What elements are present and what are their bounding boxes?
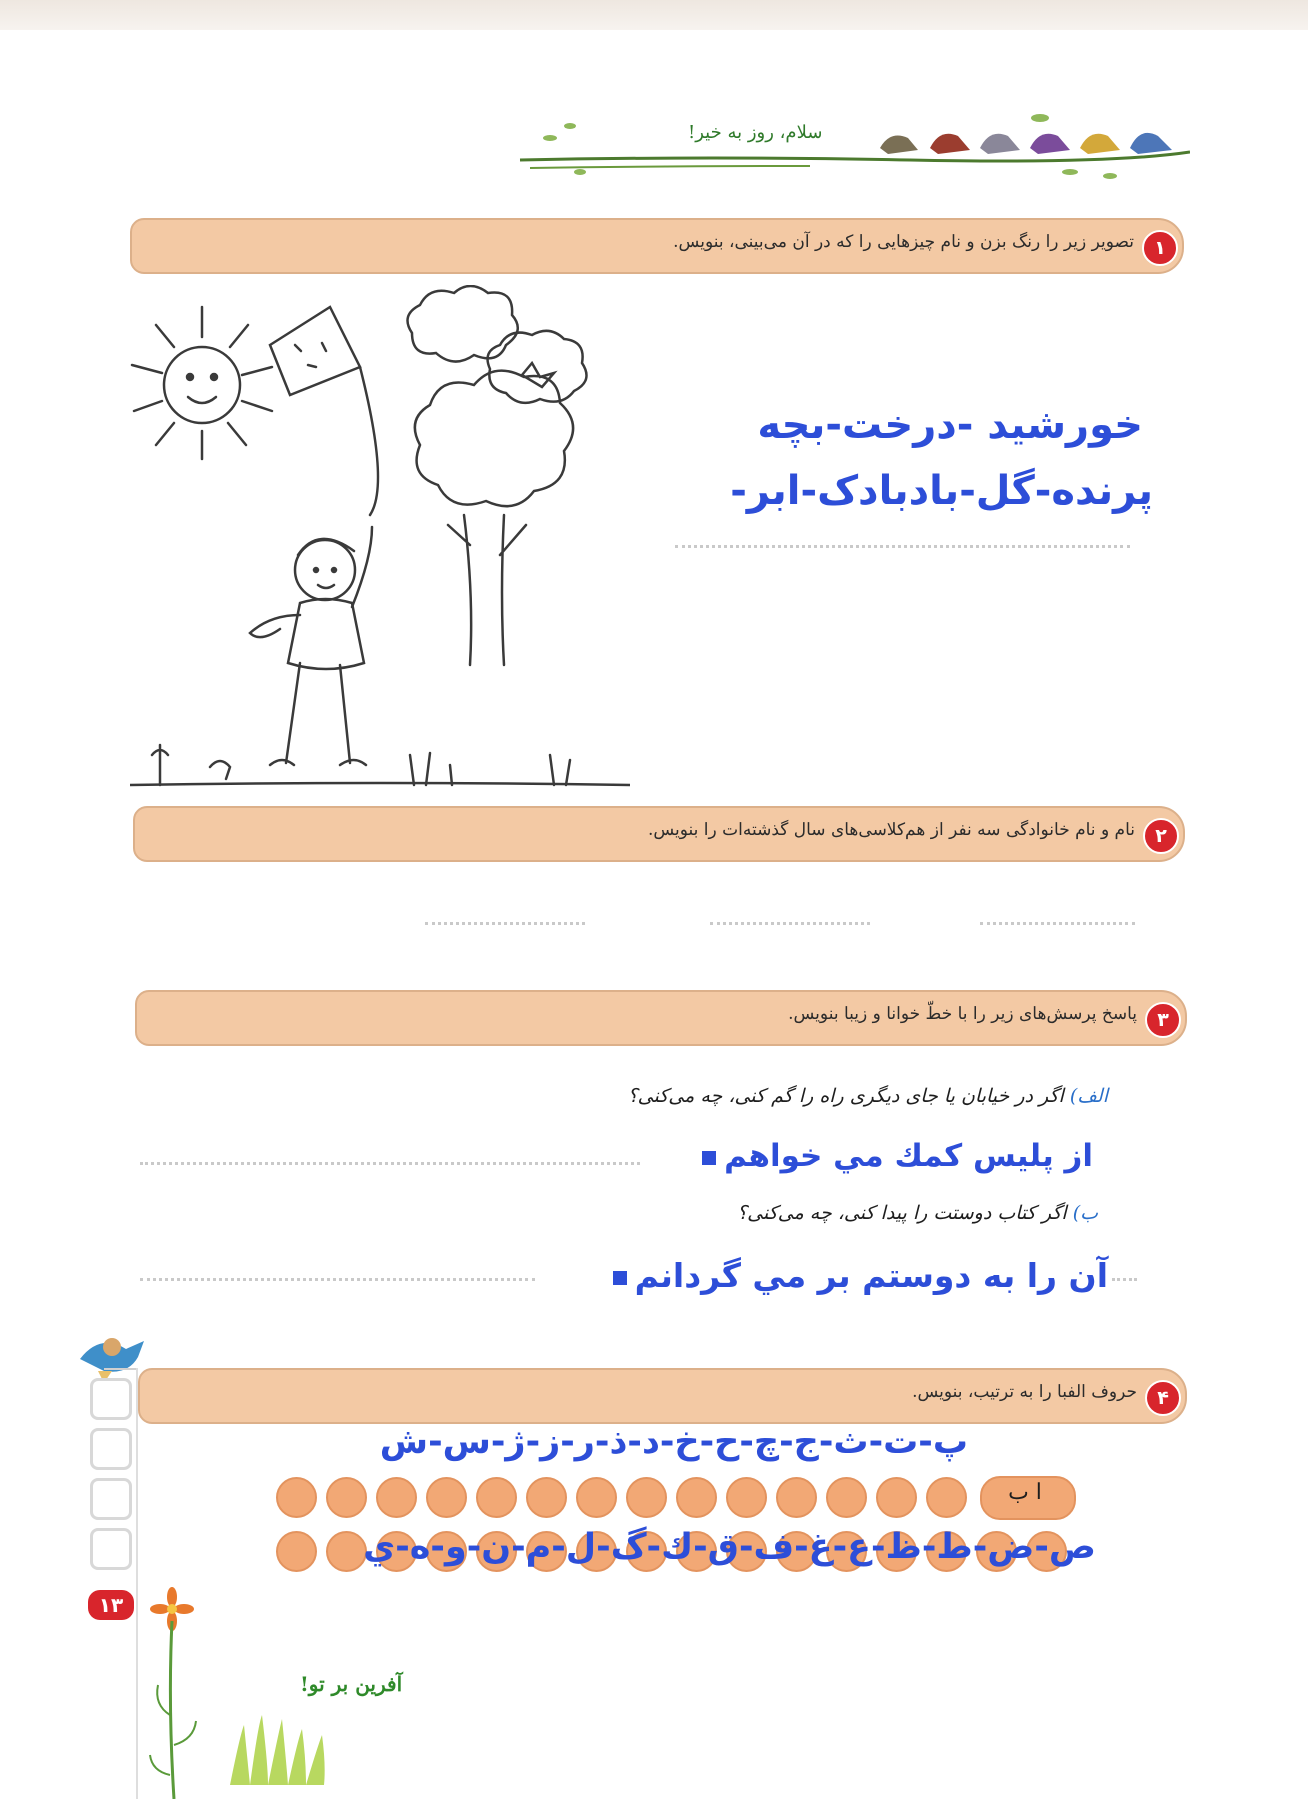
question-b-label: ب) xyxy=(1072,1202,1098,1224)
exercise-4-instruction: حروف الفبا را به ترتیب، بنویس. xyxy=(912,1382,1137,1402)
letter-circle xyxy=(676,1477,717,1518)
progress-box xyxy=(90,1378,132,1420)
top-shadow-strip xyxy=(0,0,1308,30)
exercise-1-instruction: تصویر زیر را رنگ بزن و نام چیزهایی را که در آن می‌بینی، بنویس. xyxy=(673,232,1134,252)
exercise-4-banner xyxy=(138,1368,1187,1424)
writing-line xyxy=(980,922,1135,925)
letter-circle xyxy=(276,1531,317,1572)
question-b xyxy=(737,1202,1098,1224)
margin-line xyxy=(136,1368,138,1799)
bullet-marker xyxy=(702,1151,716,1165)
exercise-2-number: ۲ xyxy=(1143,818,1179,854)
birds-branch-illustration xyxy=(510,108,1190,192)
kite-boy-coloring-illustration xyxy=(130,285,630,800)
letter-circle xyxy=(326,1477,367,1518)
writing-line xyxy=(140,1278,535,1281)
writing-line xyxy=(425,922,585,925)
exercise-1-number: ۱ xyxy=(1142,230,1178,266)
letter-circle xyxy=(576,1477,617,1518)
progress-box xyxy=(90,1478,132,1520)
writing-line xyxy=(1112,1278,1137,1281)
progress-box xyxy=(90,1428,132,1470)
exercise-3-banner xyxy=(135,990,1187,1046)
bullet-marker xyxy=(613,1271,627,1285)
question-a-text: اگر در خیابان یا جای دیگری راه را گم کنی، چه می‌کنی؟ xyxy=(627,1085,1064,1107)
letter-circle xyxy=(826,1477,867,1518)
question-a xyxy=(628,1085,1108,1107)
writing-line xyxy=(675,545,1130,548)
alphabet-answer-row-1: پ-ت-ث-ج-چ-ح-خ-د-ذ-ر-ز-ژ-س-ش xyxy=(379,1422,968,1462)
alphabet-answer-row-2: ص-ض-ط-ظ-ع-غ-ف-ق-ك-گ-ل-م-ن-و-ه-ي xyxy=(363,1527,1096,1567)
letter-circle xyxy=(876,1477,917,1518)
writing-line xyxy=(140,1162,640,1165)
exercise-2-banner xyxy=(133,806,1185,862)
greeting-text: سلام، روز به خیر! xyxy=(688,122,823,143)
praise-text: آفرین بر تو! xyxy=(300,1672,403,1696)
page-number: ۱۳ xyxy=(88,1590,134,1620)
given-letters: ا ب xyxy=(1008,1480,1042,1505)
flower-grass-illustration xyxy=(140,1585,450,1799)
exercise-3-instruction: پاسخ پرسش‌های زیر را با خطّ خوانا و زیبا بنویس. xyxy=(788,1004,1137,1024)
letter-circle xyxy=(426,1477,467,1518)
question-b-text: اگر کتاب دوستت را پیدا کنی، چه می‌کنی؟ xyxy=(737,1202,1067,1224)
exercise-2-instruction: نام و نام خانوادگی سه نفر از هم‌کلاسی‌های سال گذشته‌ات را بنویس. xyxy=(647,820,1135,840)
question-a-label: الف) xyxy=(1069,1085,1108,1107)
progress-box xyxy=(90,1528,132,1570)
letter-circle xyxy=(476,1477,517,1518)
page-header xyxy=(510,108,1190,192)
letter-circle xyxy=(626,1477,667,1518)
writing-line xyxy=(710,922,870,925)
exercise-1-banner xyxy=(130,218,1184,274)
exercise-1-answer-line-1: خورشید -درخت-بچه xyxy=(757,402,1143,448)
letter-circle xyxy=(926,1477,967,1518)
letter-circle xyxy=(376,1477,417,1518)
letter-circle xyxy=(526,1477,567,1518)
letter-circle xyxy=(276,1477,317,1518)
answer-a xyxy=(694,1138,1093,1174)
margin-line xyxy=(104,1368,136,1370)
letter-circle xyxy=(776,1477,817,1518)
answer-b-text: آن را به دوستم بر مي گردانم xyxy=(634,1256,1108,1295)
answer-b xyxy=(605,1256,1108,1295)
answer-a-text: از پلیس کمك مي خواهم xyxy=(724,1138,1093,1174)
exercise-4-number: ۴ xyxy=(1145,1380,1181,1416)
exercise-3-number: ۳ xyxy=(1145,1002,1181,1038)
letter-circle xyxy=(726,1477,767,1518)
letter-circle xyxy=(326,1531,367,1572)
exercise-1-answer-line-2: پرنده-گل-بادبادک-ابر- xyxy=(730,468,1153,514)
